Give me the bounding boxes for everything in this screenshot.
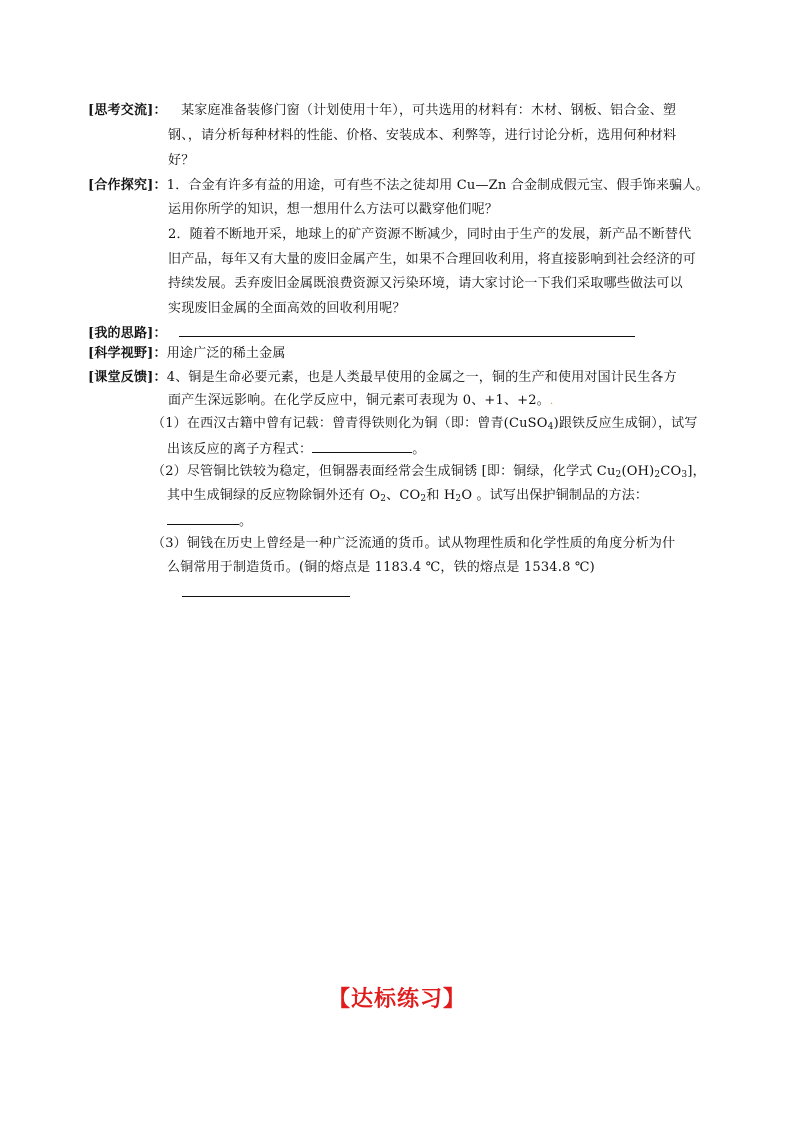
feedback-p2-answer-line <box>167 510 252 532</box>
feedback-p3-text-1: （3）铜钱在历史上曾经是一种广泛流通的货币。试从物理性质和化学性质的角度分析为什 <box>152 536 676 551</box>
mark-dot: . <box>549 396 554 407</box>
think-label: [思考交流] <box>88 103 154 118</box>
think-sep: ： <box>153 103 167 118</box>
vision-text: 用途广泛的稀土金属 <box>166 346 286 361</box>
p2-sub-5: 2 <box>420 494 427 504</box>
vision-sep: ： <box>153 346 167 361</box>
vision-line <box>88 344 286 364</box>
think-text-2: 钢、，请分析每种材料的性能、价格、安装成本、利弊等，进行讨论分析，选用何种材料 <box>168 128 677 143</box>
p3-answer-blank[interactable] <box>182 582 350 597</box>
p2-text-b: (OH) <box>621 464 655 479</box>
feedback-p1-text-2 <box>167 438 425 460</box>
feedback-sep: ： <box>153 370 167 385</box>
think-text-1: 某家庭准备装修门窗（计划使用十年），可共选用的材料有：木材、钢板、铝合金、塑 <box>181 103 677 118</box>
coop-q2-text-3: 持续发展。丢弃废旧金属既浪费资源又污染环境，请大家讨论一下我们采取哪些做法可以 <box>168 276 683 291</box>
p2-sub-6: 2 <box>455 494 462 504</box>
p2-text-2a: 其中生成铜绿的反应物除铜外还有 O <box>167 488 381 503</box>
feedback-p2-text-1 <box>152 462 706 485</box>
p1-text-a: （1）在西汉古籍中曾有记载：曾青得铁则化为铜（即：曾青(CuSO <box>152 416 548 431</box>
p2-sub-3: 3 <box>681 470 688 480</box>
p2-text-c: CO <box>660 464 682 479</box>
feedback-q4-text-1: 4、铜是生命必要元素，也是人类最早使用的金属之一，铜的生产和使用对国计民生各方 <box>166 370 677 385</box>
feedback-q4-text-2 <box>168 391 553 412</box>
mythought-sep: ： <box>153 326 167 341</box>
think-text-3: 好？ <box>168 153 195 168</box>
coop-sep: ： <box>153 178 167 193</box>
coop-q2-text-4: 实现废旧金属的全面高效的回收利用呢？ <box>168 301 406 316</box>
p2-text-a: （2）尽管铜比铁较为稳定，但铜器表面经常会生成铜锈 [即：铜绿，化学式 Cu <box>152 464 616 479</box>
mythought-label: [我的思路] <box>88 326 154 341</box>
coop-q2-text-1: 2．随着不断地开采，地球上的矿产资源不断减少，同时由于生产的发展，新产品不断替代 <box>168 227 692 242</box>
p2-sub-4: 2 <box>380 494 387 504</box>
p1-answer-blank[interactable] <box>312 438 412 453</box>
coop-label: [合作探究] <box>88 178 154 193</box>
coop-line-1 <box>88 176 709 196</box>
p2-text-2b: 、CO <box>386 488 421 503</box>
p2-text-2c: 和 H <box>426 488 456 503</box>
feedback-label: [课堂反馈] <box>88 370 154 385</box>
p2-text-2d: O 。试写出保护铜制品的方法： <box>461 488 649 503</box>
p1-text-2: 出该反应的离子方程式： <box>167 442 313 457</box>
coop-q1-text-1: 1．合金有许多有益的用途，可有些不法之徒却用 Cu—Zn 合金制成假元宝、假手饰来骗人。 <box>166 178 709 193</box>
p2-sub-2: 2 <box>654 470 661 480</box>
feedback-p3-text-2: 么铜常用于制造货币。(铜的熔点是 1183.4 ℃，铁的熔点是 1534.8 ℃) <box>167 560 595 575</box>
mythought-line <box>88 322 635 344</box>
coop-q2-text-2: 旧产品，每年又有大量的废旧金属产生，如果不合理回收利用，将直接影响到社会经济的可 <box>168 252 697 267</box>
p2-sub-1: 2 <box>615 470 622 480</box>
feedback-q4-text-2-content: 面产生深远影响。在化学反应中，铜元素可表现为 0、+1、+2。 <box>168 393 550 408</box>
coop-q1-text-2: 运用你所学的知识，想一想用什么方法可以戳穿他们呢？ <box>168 202 499 217</box>
p1-text-b: )跟铁反应生成铜），试写 <box>553 416 698 431</box>
p1-end: 。 <box>412 442 426 457</box>
feedback-p3-answer-line <box>182 582 350 604</box>
p2-answer-blank[interactable] <box>167 510 239 525</box>
p2-text-d: ]， <box>687 464 706 479</box>
p1-sub: 4 <box>547 422 554 432</box>
think-line-1 <box>88 101 676 121</box>
feedback-line-1 <box>88 368 677 388</box>
mythought-answer-blank[interactable] <box>179 322 635 337</box>
p2-end: 。 <box>239 514 253 529</box>
vision-label: [科学视野] <box>88 346 154 361</box>
section-heading: 【达标练习】 <box>327 987 466 1012</box>
feedback-p1-text-1 <box>152 414 698 437</box>
feedback-p2-text-2 <box>167 486 648 509</box>
